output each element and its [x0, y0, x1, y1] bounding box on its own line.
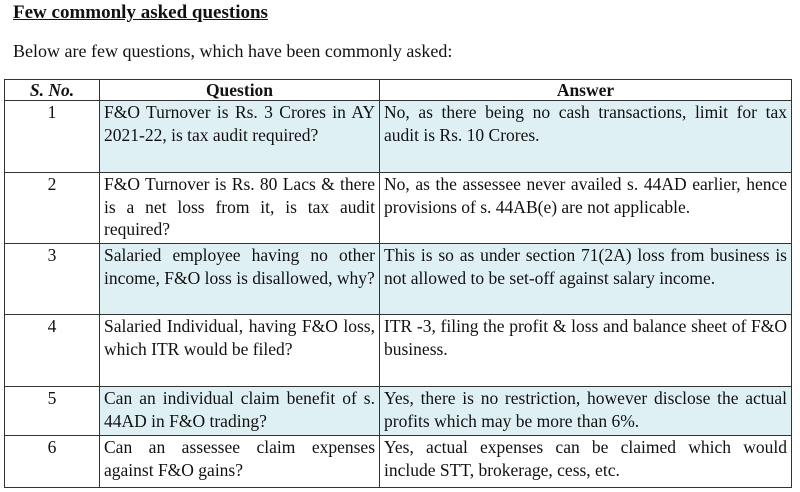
cell-answer: Yes, there is no restriction, however disclose the actual profits which may be more than 6%. [380, 387, 792, 436]
cell-answer: No, as there being no cash transactions, limit for tax audit is Rs. 10 Crores. [380, 101, 792, 173]
cell-answer: No, as the assessee never availed s. 44AD earlier, hence provisions of s. 44AB(e) are not applicable. [380, 173, 792, 244]
table-row [5, 315, 792, 387]
cell-sno: 3 [5, 244, 100, 315]
header-question: Question [100, 80, 380, 101]
page-heading: Few commonly asked questions [13, 2, 268, 23]
cell-answer: ITR -3, filing the profit & loss and balance sheet of F&O business. [380, 315, 792, 387]
header-answer: Answer [380, 80, 792, 101]
header-row [5, 80, 792, 101]
faq-table [4, 79, 792, 488]
cell-answer: Yes, actual expenses can be claimed which would include STT, brokerage, cess, etc. [380, 436, 792, 488]
cell-sno: 6 [5, 436, 100, 488]
cell-question: Salaried Individual, having F&O loss, which ITR would be filed? [100, 315, 380, 387]
cell-sno: 5 [5, 387, 100, 436]
table-row [5, 244, 792, 315]
cell-question: Can an assessee claim expenses against F&O gains? [100, 436, 380, 488]
header-sno: S. No. [5, 80, 100, 101]
table-row [5, 173, 792, 244]
cell-question: Can an individual claim benefit of s. 44AD in F&O trading? [100, 387, 380, 436]
table-row [5, 101, 792, 173]
cell-sno: 2 [5, 173, 100, 244]
cell-question: F&O Turnover is Rs. 80 Lacs & there is a net loss from it, is tax audit required? [100, 173, 380, 244]
intro-text: Below are few questions, which have been commonly asked: [13, 41, 453, 61]
cell-sno: 1 [5, 101, 100, 173]
cell-answer: This is so as under section 71(2A) loss from business is not allowed to be set-off against salary income. [380, 244, 792, 315]
cell-question: F&O Turnover is Rs. 3 Crores in AY 2021-22, is tax audit required? [100, 101, 380, 173]
table-row [5, 387, 792, 436]
table-row [5, 436, 792, 488]
cell-sno: 4 [5, 315, 100, 387]
cell-question: Salaried employee having no other income, F&O loss is disallowed, why? [100, 244, 380, 315]
